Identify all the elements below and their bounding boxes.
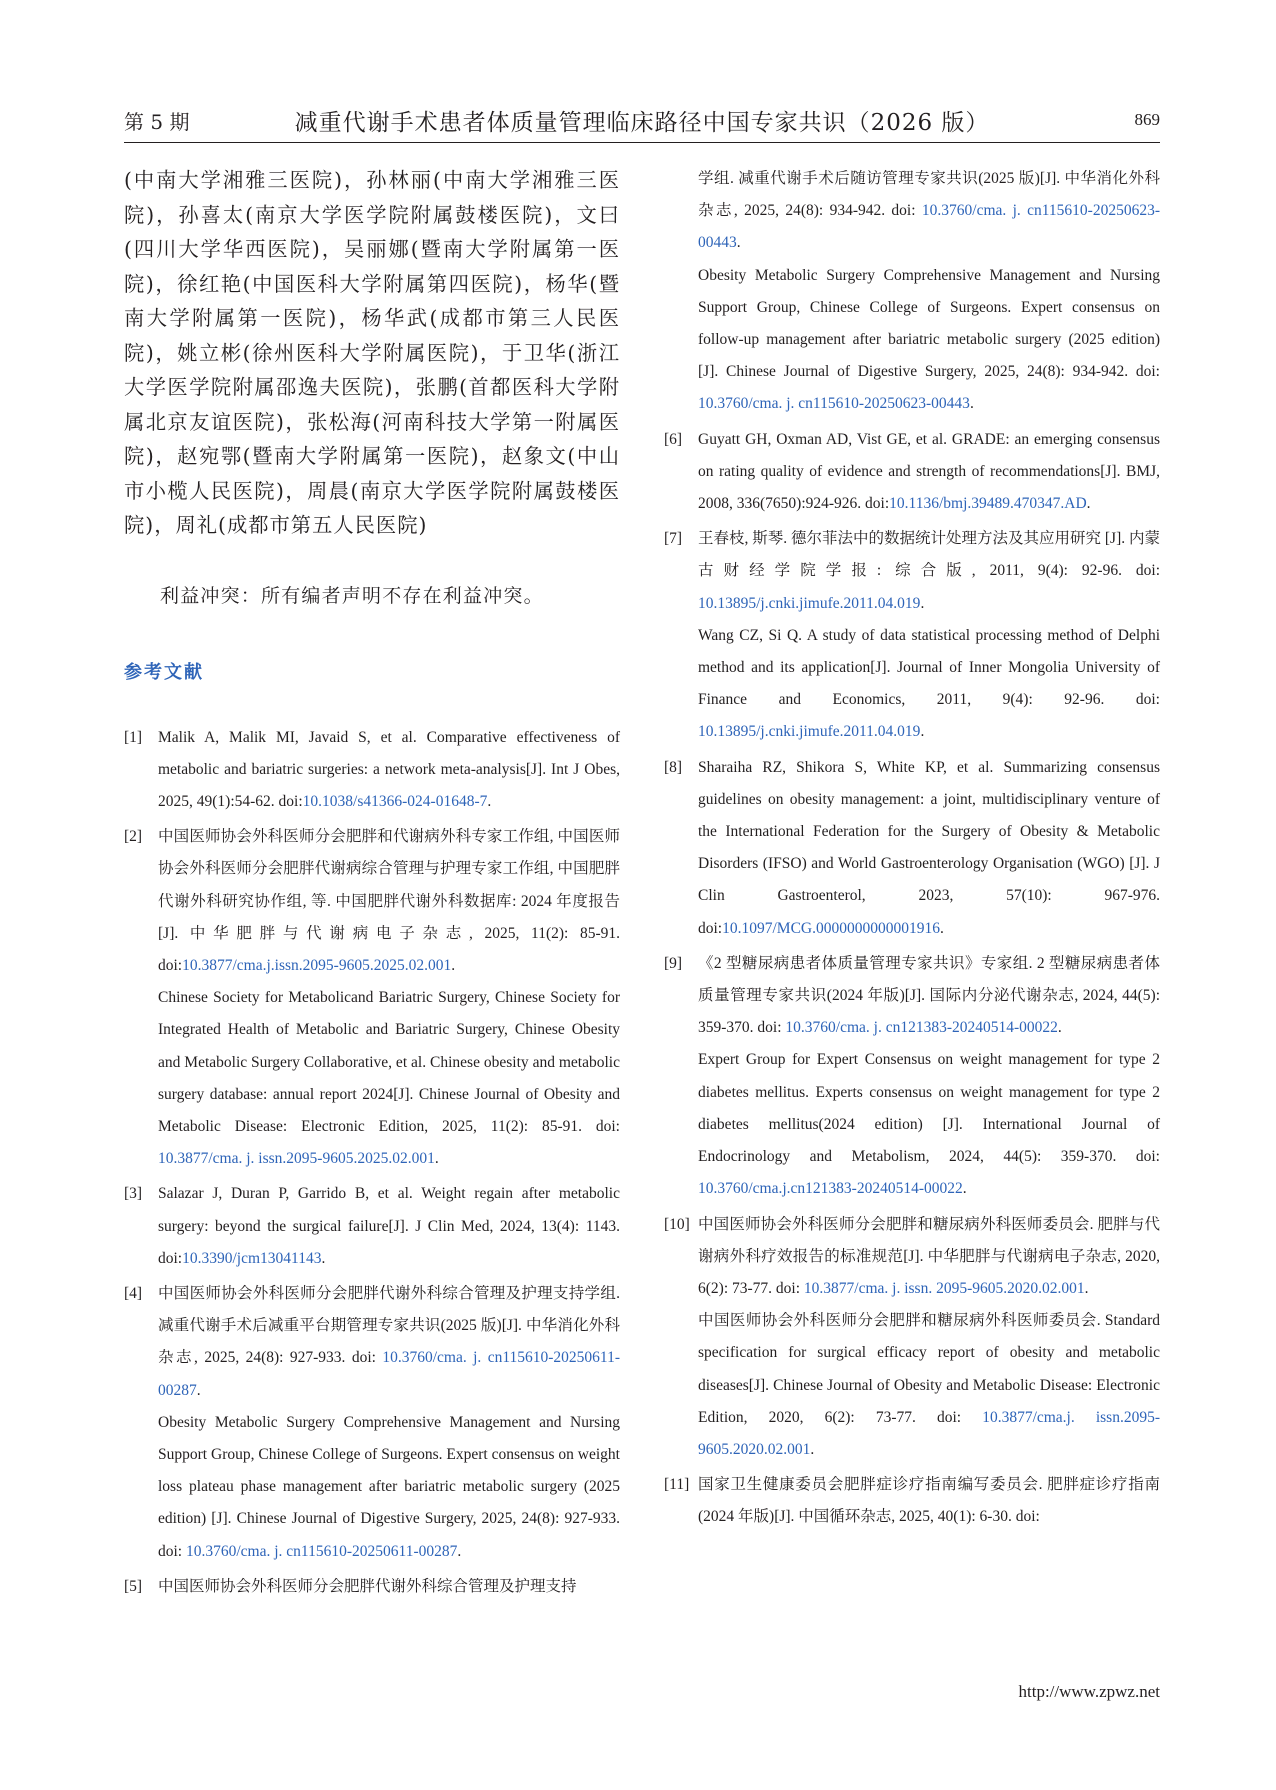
conflict-of-interest-statement: 利益冲突：所有编者声明不存在利益冲突。 [160, 584, 544, 607]
doi-link[interactable]: 10.3760/cma. j. cn115610-20250611-00287 [186, 1542, 458, 1560]
reference-list-right [664, 163, 1160, 1534]
reference-entry [124, 1178, 620, 1275]
page-number: 869 [1134, 110, 1160, 129]
reference-number: [4] [124, 1284, 143, 1302]
reference-entry [664, 163, 1160, 421]
reference-text: Guyatt GH, Oxman AD, Vist GE, et al. GRADE: an emerging consensus on rating quality of evidence and strength of recommendations[J]. BMJ, 2008, 336(7650):924-926. doi:10.1136/bmj.39489.470347.AD. [698, 430, 1160, 513]
running-header [124, 102, 1160, 143]
reference-text: Malik A, Malik MI, Javaid S, et al. Comparative effectiveness of metabolic and bariatric surgeries: a network meta-analysis[J]. Int J Obes, 2025, 49(1):54-62. doi:10.1038/s41366-024-01648-7. [158, 728, 620, 810]
author-affiliations [124, 163, 620, 543]
doi-link[interactable]: 10.3390/jcm13041143 [182, 1249, 322, 1267]
reference-text: 国家卫生健康委员会肥胖症诊疗指南编写委员会. 肥胖症诊疗指南(2024 年版)[J]. 中国循环杂志, 2025, 40(1): 6-30. doi: [698, 1476, 1160, 1526]
reference-text: Sharaiha RZ, Shikora S, White KP, et al. Summarizing consensus guidelines on obesity management: a joint, multidisciplinary venture of the International Federation for the Surgery of Obesity & Metabolic Disorders (IFSO) and World Gastroenterology Organisation (WGO) [J]. J Clin Gastroenterol, 2023, 57(10): 967-976. doi:10.1097/MCG.0000000000001916. [698, 758, 1160, 937]
reference-text: 中国医师协会外科医师分会肥胖和代谢病外科专家工作组, 中国医师协会外科医师分会肥胖代谢病综合管理与护理专家工作组, 中国肥胖代谢外科研究协作组, 等. 中国肥胖代谢外科数据库: 2024 年度报告[J]. 中华肥胖与代谢病电子杂志, 2025, 11(2): 85-91. doi:10.3877/cma.j.issn.2095-9605.2025.02.001. [158, 828, 620, 974]
doi-link[interactable]: 10.3877/cma. j. issn.2095-9605.2025.02.001 [158, 1150, 435, 1168]
reference-text: 《2 型糖尿病患者体质量管理专家共识》专家组. 2 型糖尿病患者体质量管理专家共识(2024 年版)[J]. 国际内分泌代谢杂志, 2024, 44(5): 359-370. doi: 10.3760/cma. j. cn121383-20240514-00022. [698, 954, 1160, 1037]
reference-entry [664, 1469, 1160, 1533]
doi-link[interactable]: 10.3760/cma. j. cn121383-20240514-00022 [785, 1019, 1058, 1037]
reference-text: Expert Group for Expert Consensus on weight management for type 2 diabetes mellitus. Experts consensus on weight management for type 2 diabetes mellitus(2024 edition) [J]. International Journal of Endocrinology and Metabolism, 2024, 44(5): 359-370. doi: 10.3760/cma.j.cn121383-20240514-00022. [698, 1051, 1160, 1198]
reference-entry [664, 752, 1160, 945]
reference-number: [8] [664, 758, 683, 776]
reference-number: [2] [124, 828, 143, 846]
doi-link[interactable]: 10.1097/MCG.0000000000001916 [722, 919, 940, 937]
reference-text: Obesity Metabolic Surgery Comprehensive Management and Nursing Support Group, Chinese College of Surgeons. Expert consensus on follow-up management after bariatric metabolic surgery (2025 edition) [J]. Chinese Journal of Digestive Surgery, 2025, 24(8): 934-942. doi: 10.3760/cma. j. cn115610-20250623-00443. [698, 266, 1160, 413]
doi-link[interactable]: 10.3760/cma. j. cn115610-20250623-00443 [698, 202, 1160, 252]
doi-link[interactable]: 10.3760/cma. j. cn115610-20250623-00443 [698, 395, 970, 413]
reference-text: Chinese Society for Metabolicand Bariatric Surgery, Chinese Society for Integrated Health of Metabolic and Bariatric Surgery, Chinese Obesity and Metabolic Surgery Collaborative, et al. Chinese obesity and metabolic surgery database: annual report 2024[J]. Chinese Journal of Obesity and Metabolic Disease: Electronic Edition, 2025, 11(2): 85-91. doi: 10.3877/cma. j. issn.2095-9605.2025.02.001. [158, 989, 620, 1168]
references-heading: 参考文献 [124, 661, 204, 683]
doi-link[interactable]: 10.13895/j.cnki.jimufe.2011.04.019 [698, 594, 921, 612]
doi-link[interactable]: 10.3877/cma.j.issn.2095-9605.2025.02.001 [182, 956, 452, 974]
doi-link[interactable]: 10.3877/cma. j. issn. 2095-9605.2020.02.001 [803, 1279, 1085, 1297]
doi-link[interactable]: 10.3760/cma.j.cn121383-20240514-00022 [698, 1180, 963, 1198]
doi-link[interactable]: 10.1136/bmj.39489.470347.AD [889, 495, 1087, 513]
left-column [124, 163, 620, 1606]
reference-text: 王春枝, 斯琴. 德尔菲法中的数据统计处理方法及其应用研究 [J]. 内蒙古财经学院学报: 综合版, 2011, 9(4): 92-96. doi: 10.13895/j.cnki.jimufe.2011.04.019. [698, 530, 1160, 612]
reference-text: 中国医师协会外科医师分会肥胖和糖尿病外科医师委员会. Standard specification for surgical efficacy report of obesity and metabolic diseases[J]. Chinese Journal of Obesity and Metabolic Disease: Electronic Edition, 2020, 6(2): 73-77. doi: 10.3877/cma.j. issn.2095-9605.2020.02.001. [698, 1312, 1160, 1458]
issue-label: 第 5 期 [124, 110, 190, 134]
doi-link[interactable]: 10.3760/cma. j. cn115610-20250611-00287 [158, 1349, 621, 1399]
reference-entry [664, 1209, 1160, 1467]
reference-text: Obesity Metabolic Surgery Comprehensive Management and Nursing Support Group, Chinese College of Surgeons. Expert consensus on weight loss plateau phase management after bariatric metabolic surgery (2025 edition) [J]. Chinese Journal of Digestive Surgery, 2025, 24(8): 927-933. doi: 10.3760/cma. j. cn115610-20250611-00287. [158, 1413, 620, 1560]
reference-entry [124, 1278, 620, 1568]
reference-entry [664, 523, 1160, 748]
reference-entry [664, 424, 1160, 521]
reference-text: Salazar J, Duran P, Garrido B, et al. Weight regain after metabolic surgery: beyond the surgical failure[J]. J Clin Med, 2024, 13(4): 1143. doi:10.3390/jcm13041143. [158, 1185, 620, 1267]
reference-text: 中国医师协会外科医师分会肥胖和糖尿病外科医师委员会. 肥胖与代谢病外科疗效报告的标准规范[J]. 中华肥胖与代谢病电子杂志, 2020, 6(2): 73-77. doi: 10.3877/cma. j. issn. 2095-9605.2020.02.001. [698, 1215, 1160, 1297]
reference-number: [5] [124, 1577, 143, 1595]
reference-text: Wang CZ, Si Q. A study of data statistical processing method of Delphi method and its application[J]. Journal of Inner Mongolia University of Finance and Economics, 2011, 9(4): 92-96. doi: 10.13895/j.cnki.jimufe.2011.04.019. [698, 626, 1160, 741]
reference-entry [124, 1571, 620, 1603]
reference-number: [3] [124, 1185, 143, 1203]
footer-url[interactable]: http://www.zpwz.net [1018, 1682, 1160, 1701]
doi-link[interactable]: 10.13895/j.cnki.jimufe.2011.04.019 [698, 723, 921, 741]
doi-link[interactable]: 10.1038/s41366-024-01648-7 [302, 792, 488, 810]
reference-list-left [124, 722, 620, 1603]
affiliation-paragraph: (中南大学湘雅三医院)，孙林丽(中南大学湘雅三医院)，孙喜太(南京大学医学院附属鼓楼医院)，文曰(四川大学华西医院)，吴丽娜(暨南大学附属第一医院)，徐红艳(中国医科大学附属第四医院)，杨华(暨南大学附属第一医院)，杨华武(成都市第三人民医院)，姚立彬(徐州医科大学附属医院)，于卫华(浙江大学医学院附属邵逸夫医院)，张鹏(首都医科大学附属北京友谊医院)，张松海(河南科技大学第一附属医院)，赵宛鄂(暨南大学附属第一医院)，赵象文(中山市小榄人民医院)，周晨(南京大学医学院附属鼓楼医院)，周礼(成都市第五人民医院) [124, 168, 620, 537]
doi-link[interactable]: 10.3877/cma.j. issn.2095-9605.2020.02.001 [698, 1408, 1160, 1458]
reference-entry [124, 821, 620, 1175]
reference-text: 中国医师协会外科医师分会肥胖代谢外科综合管理及护理支持 [158, 1577, 577, 1595]
reference-number: [7] [664, 530, 683, 548]
reference-entry [664, 948, 1160, 1206]
reference-text: 学组. 减重代谢手术后随访管理专家共识(2025 版)[J]. 中华消化外科杂志, 2025, 24(8): 934-942. doi: 10.3760/cma. j. cn115610-20250623-00443. [698, 170, 1160, 252]
reference-number: [11] [664, 1476, 690, 1494]
reference-entry [124, 722, 620, 819]
reference-text: 中国医师协会外科医师分会肥胖代谢外科综合管理及护理支持学组. 减重代谢手术后减重平台期管理专家共识(2025 版)[J]. 中华消化外科杂志, 2025, 24(8): 927-933. doi: 10.3760/cma. j. cn115610-20250611-00287. [158, 1284, 621, 1399]
right-column [664, 163, 1160, 1537]
reference-number: [10] [664, 1215, 690, 1233]
reference-number: [1] [124, 728, 143, 746]
running-title: 减重代谢手术患者体质量管理临床路径中国专家共识（2026 版） [294, 110, 990, 136]
reference-number: [6] [664, 430, 683, 448]
reference-number: [9] [664, 954, 683, 972]
